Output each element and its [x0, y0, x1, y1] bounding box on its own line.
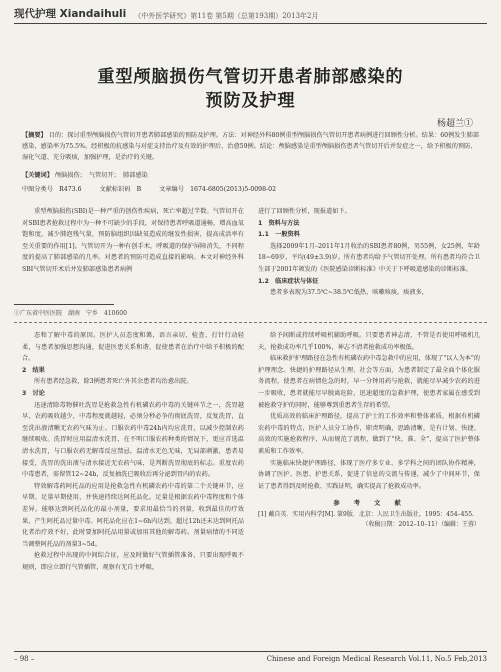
- paragraph: 特效解毒药阿托品的应用是抢救急性有机磷农药中毒的第二个关键环节，应早期、足量早期使用，并快速持续达阿托品化。足量是根据农药中毒程度和个体差异。能够达到阿托品化的最小剂量，要求用最恰当的剂量，收到最佳的疗效果，产生阿托品过量中毒。阿托品化应在1~6h内达到，超过12h还未达到阿托品化者治疗效不好，此时要加阿托品用量或加用其他的解毒药。剂量病情的不同适当调整阿托品的剂量3~5d。: [22, 482, 244, 548]
- page-footer: [14, 655, 487, 663]
- keywords-label: 【关键词】: [22, 172, 53, 179]
- intro-paragraph: 重型颅脑损伤(SBI)是一种严重的创伤性疾病，死亡率超过半数。气管切开在对SBI患者抢救过程中为一种不可缺少的手段，对保持患者呼吸道通畅，增高血氧饱和度，减少肺泡残气量，预防脑组织因缺氧造成的继发性损害，提高成活率有至关重要的作用[1]。气管切开为一种有创手术，呼吸道的保护屏障消失，不同程度的提高了肺部感染的几率。对患者的预防可造成直接的影响。本文对神经外科SBI气管切开术后并发肺部感染患者病例: [22, 208, 244, 273]
- paragraph: 临床救护护理路径在急性有机磷农药中毒急救中的应用，体现了"以人为本"的护理理念。快捷的护理路径从生理、社会等方面，为患者制定了最全面个体化服务流程，使患者在病情危急的时，早一分钟用药与抢救，就能尽早减少农药的进一步吸收，患者就能尽早脱离危险，迅速超度的急救护理，使患者家属在感受到被抢救守护的同时，能够尊到重患者生存的希望。: [258, 355, 480, 409]
- received-date: （收稿日期：2012–10–11）（编辑：王蓉）: [362, 520, 480, 528]
- article-title-line1: 重型颅脑损伤气管切开患者肺部感染的: [97, 67, 404, 87]
- footnote-rule: [14, 304, 114, 305]
- issue-info: 《中外医学研究》第11卷 第5期（总第193期）2013年2月: [134, 12, 319, 20]
- discussion-heading: 3 讨论: [22, 389, 45, 397]
- abstract-text: 目的：探讨重型颅脑损伤气管切开患者肺部感染的预防及护理。方法：对神经外科80例重型颅脑损伤气管切开患者病例进行回顾性分析。结果：60例发生肺部感染，感染率为75.5%。经积极的抗感染与对症支持治疗及有效的护理后，治愈59例。结论：颅脑感染是重型颅脑损伤患者气管切开后并发症之一，给予积极的预防、湿化气道、充分吸痰，加强护理，是治疗的关键。: [22, 132, 480, 161]
- right-column-top: [258, 206, 480, 299]
- paragraph: 所有患者经急救，除3例患者死亡外其余患者均治愈出院。: [34, 378, 193, 386]
- paragraph: 态和了解中毒的原因。医护人员态度和蔼，语言亲切，检查、打针行动轻柔，与患者加强思想沟通，促进医患关系和谐，促使患者在治疗中给予积极的配合。: [22, 332, 244, 363]
- lower-left-column: [22, 330, 244, 573]
- section-1-2-text: 患者多表现为37.5℃~38.5℃低热，咳嗽咳痰，痰液多，: [270, 289, 428, 297]
- document-code: 文献标识码 B: [99, 186, 142, 193]
- section-separator: [14, 322, 487, 323]
- intro-continuation: 进行了回顾性分析，现报道如下。: [258, 208, 351, 215]
- results-heading: 2 结果: [22, 366, 45, 374]
- section-1-2-heading: 1.2 临床症状与体征: [258, 277, 319, 285]
- paragraph: 迅速清除毒物催吐洗胃是抢救急性有机磷农药中毒的关键环节之一，洗胃越早，农药吸收越少，中毒程度就越轻，必须分秒必争的彻底洗胃，反复洗胃，直至洗出液清晰无农药气味为止。口服农药中毒24h内均应洗胃，以减少控制农药继续吸收。洗胃时应用温清水洗胃，在不明口服农药种类的情况下，更应首选温清水洗胃，与口服农药无解毒反应禁忌，温清水无色无味，无局部刺激，患者易接受，洗胃的洗出液与清水接近无农药气味，是判断洗胃彻底的标志。重度农药中毒患者，需留管12~24h，反复抽洗已吸收后再分泌到胃内的农药。: [22, 401, 244, 479]
- references-heading: 参 考 文 献: [333, 500, 405, 508]
- clc-number: 中图分类号 R473.6: [22, 186, 82, 193]
- classification-meta: [22, 184, 480, 193]
- footer-rule: [14, 651, 487, 652]
- section-1-heading: 1 资料与方法: [258, 219, 300, 227]
- journal-english: Chinese and Foreign Medical Research Vol.11, No.5 Feb,2013: [266, 655, 487, 663]
- journal-name: 现代护理 Xiandaihuli: [14, 8, 127, 20]
- page-number: – 98 –: [14, 655, 35, 663]
- abstract: [22, 130, 480, 163]
- article-number: 文章编号 1674-6805(2013)5-0098-02: [159, 186, 277, 193]
- paragraph: 优质高效的临床护理路径，提高了护士的工作效率和整体素质，根据有机磷农药中毒的特点，医护人员分工协作，职责明确，思路清晰，是有计划、快捷、高效的实施抢救程序，从而规范了流程，做到了"快、准、全"，提高了医护整体素质和工作效率。: [258, 413, 480, 455]
- reference-item: [1] 戴自英．实用内科学[M]. 第9版．北京：人民卫生出版社，1995：454–455.: [258, 510, 474, 518]
- paragraph: 给予间断或持续呼吸机辅助呼吸。只要患者神志清，不管是否使用呼吸机几天，抢救成功率几乎100%，神志不清者抢救成功率极低。: [258, 332, 480, 351]
- keywords: [22, 170, 480, 181]
- paragraph: 抢救过程中出现的中间综合征，应及时做好气管插管准备，只要出现呼吸不规则，即应立即行气管插管，观察有无自主呼吸，: [22, 552, 244, 571]
- article-title-line2: 预防及护理: [205, 91, 296, 111]
- author: 杨超兰①: [436, 119, 473, 129]
- section-1-1-text: 选择2009年1月–2011年1月收治的SBI患者80例，男55例，女25例，年龄18~69岁，平均(49±3.9)岁。所有患者均给予气管切开处理。所有患者均符合卫生部于2001年颁发的《医院感染诊断标准》中关于下呼吸道感染的诊断标准。: [258, 242, 480, 273]
- header-rule: [14, 23, 487, 24]
- lower-right-column: [258, 330, 480, 530]
- paragraph: 实施临床快捷护理路径，体现了医疗多专业、多学科之间的团队协作精神，协调了医护、医患、护患关系，促进了信息的交流与传递，减少了中间环节，保证了患者得到及时抢救、实践证明，确实提高了抢救成功率。: [258, 459, 480, 490]
- section-1-1-heading: 1.1 一般资料: [258, 231, 300, 239]
- abstract-label: 【摘要】: [22, 132, 47, 139]
- affiliation-footnote: ①广东省中医医院 湖南 宁乡 410600: [14, 310, 127, 317]
- running-header: [14, 4, 487, 21]
- keywords-text: 颅脑损伤； 气管切开； 肺部感染: [54, 172, 148, 179]
